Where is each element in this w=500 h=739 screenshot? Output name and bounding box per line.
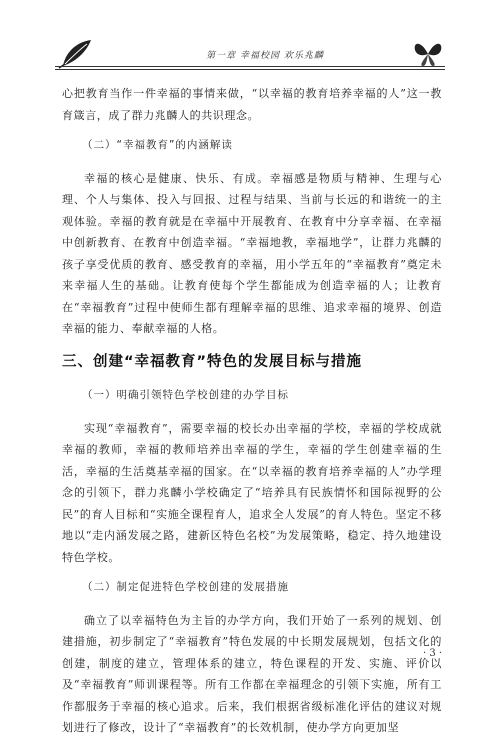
paragraph-continued: 心把教育当作一件幸福的事情来做，“以幸福的教育培养幸福的人”这一教育箴言，成了群力兆麟人的共识理念。: [62, 87, 442, 122]
paragraph-goals: 实现“幸福教育”，需要幸福的校长办出幸福的学校，幸福的学校成就幸福的教师，幸福的教师培养出幸福的学生，幸福的学生创建幸福的生活，幸福的生活奠基幸福的国家。在“以幸福的教育培养幸福的人”办学理念的引领下，群力兆麟小学校确定了“培养具有民族情怀和国际视野的公民”的育人目标和“实施全课程育人，追求全人发展”的育人特色。坚定不移地以“走内涵发展之路，建新区特色名校”为发展策略，稳定、持久地建设特色学校。: [62, 421, 442, 564]
running-header: [55, 36, 445, 76]
paragraph-connotation: 幸福的核心是健康、快乐、有成。幸福感是物质与精神、生理与心理、个人与集体、投入与回报、过程与结果、当前与长远的和谐统一的主观体验。幸福的教育就是在幸福中开展教育、在教育中分享幸福、在幸福中创新教育、在教育中创造幸福。“幸福地教，幸福地学”，让群力兆麟的孩子享受优质的教育、感受教育的幸福，用小学五年的“幸福教育”奠定未来幸福人生的基础。让教育使每个学生都能成为创造幸福的人；让教育在“幸福教育”过程中使师生都有理解幸福的思维、追求幸福的境界、创造幸福的能力、奉献幸福的人格。: [62, 171, 442, 335]
subheading-goals: （一）明确引领特色学校创建的办学目标: [82, 389, 289, 401]
page-body: [62, 83, 442, 739]
header-rule: [55, 66, 445, 67]
paragraph-measures: 确立了以幸福特色为主旨的办学方向，我们开始了一系列的规划、创建措施，初步制定了“幸福教育”特色发展的中长期发展规划，包括文化的创建，制度的建立，管理体系的建立，特色课程的开发、实施、评价以及“幸福教育”师训课程等。所有工作都在幸福理念的引领下实施，所有工作都服务于幸福的核心追求。后来，我们根据省级标准化评估的建议对规划进行了修改，设计了“幸福教育”的长效机制，使办学方向更加坚: [62, 613, 442, 734]
subheading-measures: （二）制定促进特色学校创建的发展措施: [82, 581, 289, 593]
page-number: · 3 ·: [423, 648, 443, 659]
section-heading: 三、创建“幸福教育”特色的发展目标与措施: [62, 353, 363, 370]
header-title: 第一章 幸福校园 欢乐兆麟: [206, 51, 324, 61]
subheading-connotation: （二）“幸福教育”的内涵解读: [82, 139, 233, 151]
header-rule-thin: [55, 69, 445, 70]
